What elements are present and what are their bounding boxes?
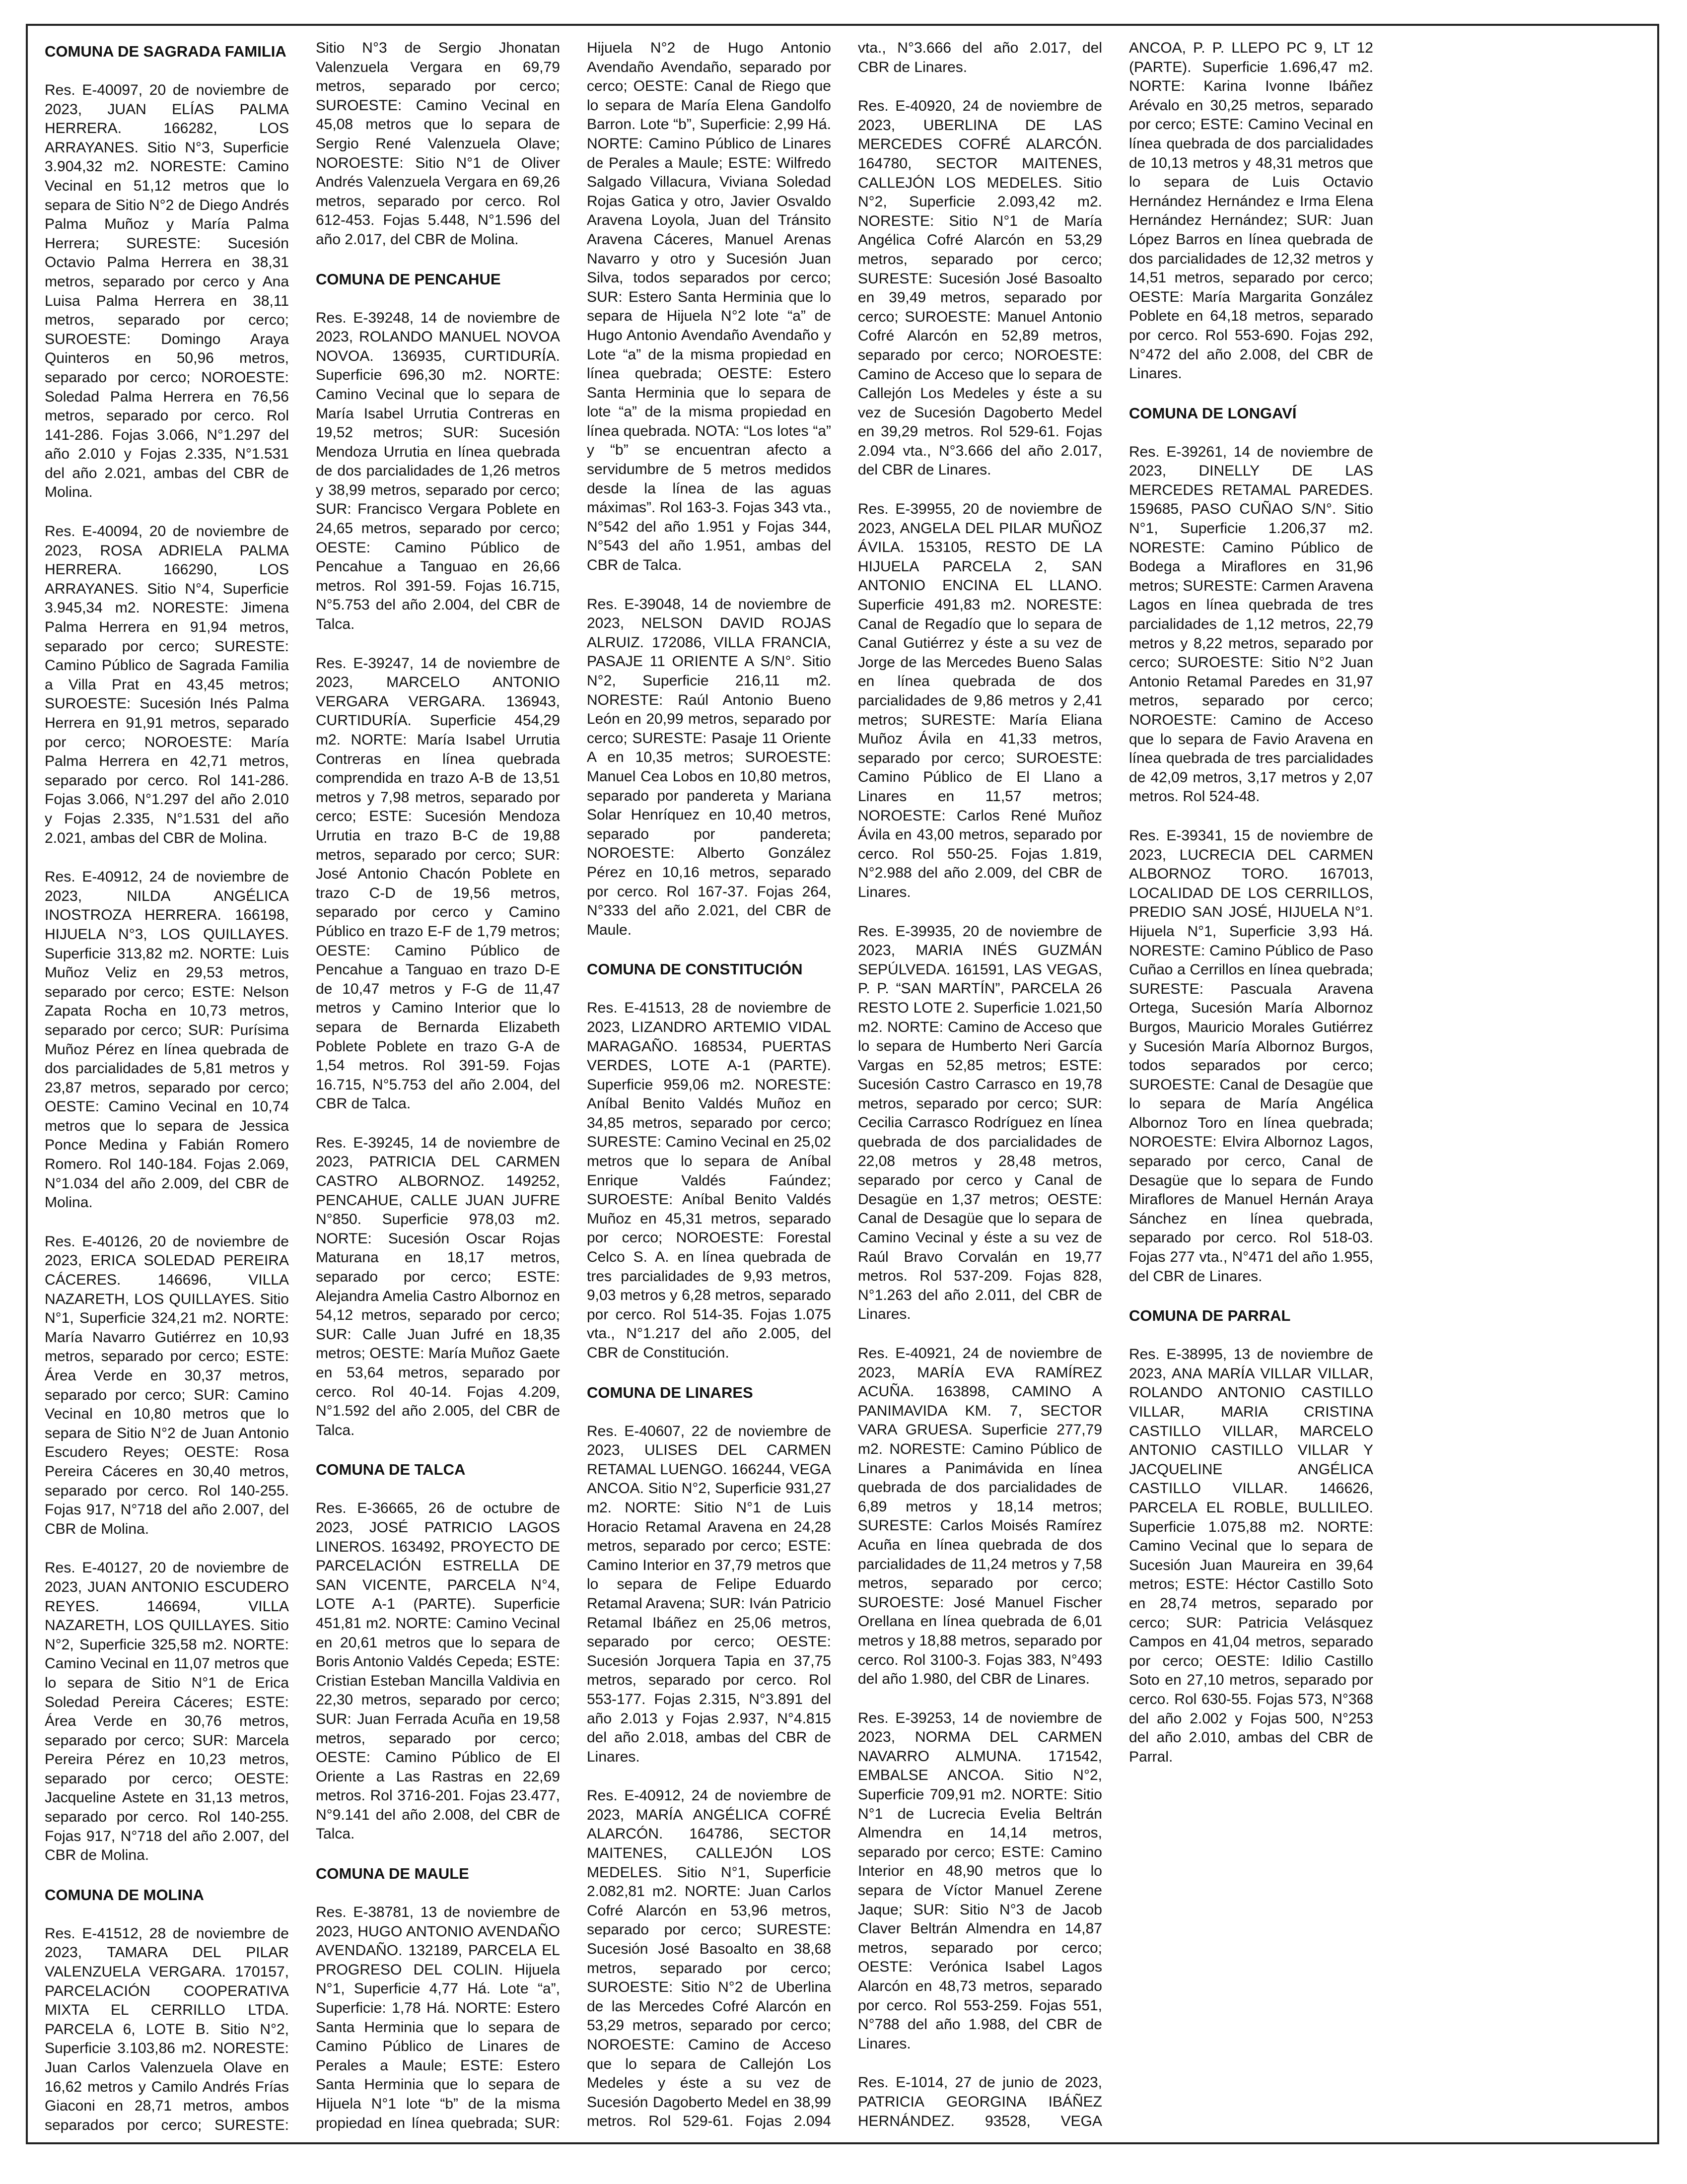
section-heading: COMUNA DE LINARES <box>587 1383 753 1401</box>
resolution-entry: Res. E-38781, 13 de noviembre de 2023, HUGO ANTONIO AVENDAÑO AVENDAÑO. 132189, PARCELA EL PROGRESO DEL COLIN. Hijuela N°1, Superficie 4,77 Há. Lote “a”, Superficie: 1,78 Há. NORTE: Estero Santa Herminia que lo separa de Camino Público de Linares de Perales a Maule; ESTE: Estero Santa Herminia que lo separa de Hijuela N°1 lote “b” de la misma propiedad en línea quebrada; SUR: Hijuela N°2 de Hugo Antonio Avendaño Avendaño, separado por cerco; OESTE: Canal de Riego que lo separa de María Elena Gandolfo Barron. Lote “b”, Superficie: 2,99 Há. NORTE: Camino Público de Linares de Perales a Maule; ESTE: Wilfredo Salgado Villacura, Viviana Soledad Rojas Gatica y otro, Javier Osvaldo Aravena Loyola, Juan del Tránsito Aravena Cáceres, Manuel Arenas Navarro y otro y Sucesión Juan Silva, todos separados por cerco; SUR: Estero Santa Herminia que lo separa de Hijuela N°2 lote “a” de Hugo Antonio Avendaño Avendaño y Lote “a” de la misma propiedad en línea quebrada; OESTE: Estero Santa Herminia que lo separa de lote “a” de la misma propiedad en línea quebrada. NOTA: “Los lotes “a” y “b” se encuentran afecto a servidumbre de 5 metros medidos desde la línea de las aguas máximas”. Rol 163-3. Fojas 343 vta., N°542 del año 1.951 y Fojas 344, N°543 del año 1.951, ambas del CBR de Talca. <box>316 40 831 2131</box>
notice-columns <box>45 39 1644 2135</box>
section-heading: COMUNA DE MOLINA <box>45 1886 204 1904</box>
resolution-entry: Res. E-39248, 14 de noviembre de 2023, ROLANDO MANUEL NOVOA NOVOA. 136935, CURTIDURÍA. Superficie 696,30 m2. NORTE: Camino Vecinal que lo separa de María Isabel Urrutia Contreras en 19,52 metros; SUR: Sucesión Mendoza Urrutia en línea quebrada de dos parcialidades de 1,26 metros y 38,99 metros, separado por cerco; SUR: Francisco Vergara Poblete en 24,65 metros, separado por cerco; OESTE: Camino Público de Pencahue a Tanguao en 26,66 metros. Rol 391-59. Fojas 16.715, N°5.753 del año 2.004, del CBR de Talca. <box>316 309 560 633</box>
resolution-entry: Res. E-39261, 14 de noviembre de 2023, DINELLY DE LAS MERCEDES RETAMAL PAREDES. 159685, PASO CUÑAO S/N°. Sitio N°1, Superficie 1.206,37 m2. NORESTE: Camino Público de Bodega a Miraflores en 31,96 metros; SURESTE: Carmen Aravena Lagos en línea quebrada de tres parcialidades de 1,12 metros, 22,79 metros y 8,22 metros, separado por cerco; SUROESTE: Sitio N°2 Juan Antonio Retamal Paredes en 31,97 metros, separado por cerco; NOROESTE: Camino de Acceso que lo separa de Favio Aravena en línea quebrada de tres parcialidades de 42,09 metros, 3,17 metros y 2,07 metros. Rol 524-48. <box>1129 443 1373 805</box>
section-heading: COMUNA DE PENCAHUE <box>316 270 501 288</box>
resolution-entry: Res. E-40912, 24 de noviembre de 2023, MARÍA ANGÉLICA COFRÉ ALARCÓN. 164786, SECTOR MAITENES, CALLEJÓN LOS MEDELES. Sitio N°1, Superficie 2.082,81 m2. NORTE: Juan Carlos Cofré Alarcón en 53,96 metros, separado por cerco; SURESTE: Sucesión José Basoalto en 38,68 metros, separado por cerco; SUROESTE: Sitio N°2 de Uberlina de las Mercedes Cofré Alarcón en 53,29 metros, separado por cerco; NOROESTE: Camino de Acceso que lo separa de Callejón Los Medeles y éste a su vez de Sucesión Dagoberto Medel en 38,99 metros. Rol 529-61. Fojas 2.094 vta., N°3.666 del año 2.017, del CBR de Linares. <box>587 40 1102 2130</box>
resolution-entry: Res. E-40127, 20 de noviembre de 2023, JUAN ANTONIO ESCUDERO REYES. 146694, VILLA NAZARETH, LOS QUILLAYES. Sitio N°2, Superficie 325,58 m2. NORTE: Camino Vecinal en 11,07 metros que lo separa de Sitio N°1 de Erica Soledad Pereira Cáceres; ESTE: Área Verde en 30,76 metros, separado por cerco; SUR: Marcela Pereira Pérez en 10,23 metros, separado por cerco; OESTE: Jacqueline Astete en 31,13 metros, separado por cerco. Rol 140-255. Fojas 917, N°718 del año 2.007, del CBR de Molina. <box>45 1560 289 1864</box>
resolution-entry: Res. E-40607, 22 de noviembre de 2023, ULISES DEL CARMEN RETAMAL LUENGO. 166244, VEGA ANCOA. Sitio N°2, Superficie 931,27 m2. NORTE: Sitio N°1 de Luis Horacio Retamal Aravena en 24,28 metros, separado por cerco; ESTE: Camino Interior en 37,79 metros que lo separa de Felipe Eduardo Retamal Aravena; SUR: Iván Patricio Retamal Ibáñez en 25,06 metros, separado por cerco; OESTE: Sucesión Jorquera Tapia en 37,75 metros, separado por cerco. Rol 553-177. Fojas 2.315, N°3.891 del año 2.013 y Fojas 2.937, N°4.815 del año 2.018, ambas del CBR de Linares. <box>587 1423 831 1765</box>
resolution-entry: Res. E-40094, 20 de noviembre de 2023, ROSA ADRIELA PALMA HERRERA. 166290, LOS ARRAYANES. Sitio N°4, Superficie 3.945,34 m2. NORESTE: Jimena Palma Herrera en 91,94 metros, separado por cerco; SURESTE: Camino Público de Sagrada Familia a Villa Prat en 43,45 metros; SUROESTE: Sucesión Inés Palma Herrera en 91,91 metros, separado por cerco; NOROESTE: María Palma Herrera en 42,71 metros, separado por cerco. Rol 141-286. Fojas 3.066, N°1.297 del año 2.010 y Fojas 2.335, N°1.531 del año 2.021, ambas del CBR de Molina. <box>45 523 289 846</box>
resolution-entry: Res. E-1014, 27 de junio de 2023, PATRICIA GEORGINA IBÁÑEZ HERNÁNDEZ. 93528, VEGA ANCOA, P. P. LLEPO PC 9, LT 12 (PARTE). Superficie 1.696,47 m2. NORTE: Karina Ivonne Ibáñez Arévalo en 30,25 metros, separado por cerco; ESTE: Camino Vecinal en línea quebrada de dos parcialidades de 10,13 metros y 48,31 metros que lo separa de Luis Octavio Hernández Hernández e Irma Elena Hernández Hernández; SUR: Juan López Barros en línea quebrada de dos parcialidades de 12,32 metros y 14,51 metros, separado por cerco; OESTE: María Margarita González Poblete en 64,18 metros, separado por cerco. Rol 553-690. Fojas 292, N°472 del año 2.008, del CBR de Linares. <box>858 40 1373 2129</box>
section-heading: COMUNA DE LONGAVÍ <box>1129 404 1297 422</box>
resolution-entry: Res. E-38995, 13 de noviembre de 2023, ANA MARÍA VILLAR VILLAR, ROLANDO ANTONIO CASTILLO VILLAR, MARIA CRISTINA CASTILLO VILLAR, MARCELO ANTONIO CASTILLO VILLAR Y JACQUELINE ANGÉLICA CASTILLO VILLAR. 146626, PARCELA EL ROBLE, BULLILEO. Superficie 1.075,88 m2. NORTE: Camino Vecinal que lo separa de Sucesión Juan Maureira en 39,64 metros; ESTE: Héctor Castillo Soto en 28,74 metros, separado por cerco; SUR: Patricia Velásquez Campos en 41,04 metros, separado por cerco; OESTE: Idilio Castillo Soto en 27,10 metros, separado por cerco. Rol 630-55. Fojas 573, N°368 del año 2.002 y Fojas 500, N°253 del año 2.010, ambas del CBR de Parral. <box>1129 1346 1373 1765</box>
resolution-entry: Res. E-40920, 24 de noviembre de 2023, UBERLINA DE LAS MERCEDES COFRÉ ALARCÓN. 164780, SECTOR MAITENES, CALLEJÓN LOS MEDELES. Sitio N°2, Superficie 2.093,42 m2. NORESTE: Sitio N°1 de María Angélica Cofré Alarcón en 53,29 metros, separado por cerco; SURESTE: Sucesión José Basoalto en 39,49 metros, separado por cerco; SUROESTE: Manuel Antonio Cofré Alarcón en 52,89 metros, separado por cerco; NOROESTE: Camino de Acceso que lo separa de Callejón Los Medeles y éste a su vez de Sucesión Dagoberto Medel en 39,29 metros. Rol 529-61. Fojas 2.094 vta., N°3.666 del año 2.017, del CBR de Linares. <box>858 98 1102 478</box>
section-heading: COMUNA DE CONSTITUCIÓN <box>587 960 803 978</box>
resolution-entry: Res. E-39955, 20 de noviembre de 2023, ANGELA DEL PILAR MUÑOZ ÁVILA. 153105, RESTO DE LA HIJUELA PARCELA 2, SAN ANTONIO ENCINA EL LLANO. Superficie 491,83 m2. NORESTE: Canal de Regadío que lo separa de Canal Gutiérrez y éste a su vez de Jorge de las Mercedes Bueno Salas en línea quebrada de dos parcialidades de 9,86 metros y 2,41 metros; SURESTE: María Eliana Muñoz Ávila en 41,33 metros, separado por cerco; SUROESTE: Camino Público de El Llano a Linares en 11,57 metros; NOROESTE: Carlos René Muñoz Ávila en 43,00 metros, separado por cerco. Rol 550-25. Fojas 1.819, N°2.988 del año 2.009, del CBR de Linares. <box>858 501 1102 900</box>
resolution-entry: Res. E-39935, 20 de noviembre de 2023, MARIA INÉS GUZMÁN SEPÚLVEDA. 161591, LAS VEGAS, P. P. “SAN MARTÍN”, PARCELA 26 RESTO LOTE 2. Superficie 1.021,50 m2. NORTE: Camino de Acceso que lo separa de Humberto Neri García Vargas en 52,85 metros; ESTE: Sucesión Castro Carrasco en 19,78 metros, separado por cerco; SUR: Cecilia Carrasco Rodríguez en línea quebrada de dos parcialidades de 22,08 metros y 28,48 metros, separado por cerco y Canal de Desagüe en 1,37 metros; OESTE: Canal de Desagüe que lo separa de Camino Vecinal y éste a su vez de Raúl Bravo Corvalán en 19,77 metros. Rol 537-209. Fojas 828, N°1.263 del año 2.011, del CBR de Linares. <box>858 923 1102 1323</box>
resolution-entry: Res. E-41513, 28 de noviembre de 2023, LIZANDRO ARTEMIO VIDAL MARAGAÑO. 168534, PUERTAS VERDES, LOTE A-1 (PARTE). Superficie 959,06 m2. NORESTE: Aníbal Benito Valdés Muñoz en 34,85 metros, separado por cerco; SURESTE: Camino Vecinal en 25,02 metros que lo separa de Aníbal Enrique Valdés Faúndez; SUROESTE: Aníbal Benito Valdés Muñoz en 45,31 metros, separado por cerco; NOROESTE: Forestal Celco S. A. en línea quebrada de tres parcialidades de 9,93 metros, 9,03 metros y 6,28 metros, separado por cerco. Rol 514-35. Fojas 1.075 vta., N°1.217 del año 2.005, del CBR de Constitución. <box>587 1000 831 1361</box>
resolution-entry: Res. E-40097, 20 de noviembre de 2023, JUAN ELÍAS PALMA HERRERA. 166282, LOS ARRAYANES. Sitio N°3, Superficie 3.904,32 m2. NORESTE: Camino Vecinal en 51,12 metros que lo separa de Sitio N°2 de Diego Andrés Palma Muñoz y María Palma Herrera; SURESTE: Sucesión Octavio Palma Herrera en 38,31 metros, separado por cerco y Ana Luisa Palma Herrera en 38,11 metros, separado por cerco; SUROESTE: Domingo Araya Quinteros en 50,96 metros, separado por cerco; NOROESTE: Soledad Palma Herrera en 76,56 metros, separado por cerco. Rol 141-286. Fojas 3.066, N°1.297 del año 2.010 y Fojas 2.335, N°1.531 del año 2.021, ambas del CBR de Molina. <box>45 82 289 501</box>
resolution-entry: Res. E-39048, 14 de noviembre de 2023, NELSON DAVID ROJAS ALRUIZ. 172086, VILLA FRANCIA, PASAJE 11 ORIENTE A S/N°. Sitio N°2, Superficie 216,11 m2. NORESTE: Raúl Antonio Bueno León en 20,99 metros, separado por cerco; SURESTE: Pasaje 11 Oriente A en 10,35 metros; SUROESTE: Manuel Cea Lobos en 10,80 metros, separado por pandereta y Mariana Solar Henríquez en 10,40 metros, separado por pandereta; NOROESTE: Alberto González Pérez en 10,16 metros, separado por cerco. Rol 167-37. Fojas 264, N°333 del año 2.021, del CBR de Maule. <box>587 596 831 938</box>
resolution-entry: Res. E-39253, 14 de noviembre de 2023, NORMA DEL CARMEN NAVARRO ALMUNA. 171542, EMBALSE ANCOA. Sitio N°2, Superficie 709,91 m2. NORTE: Sitio N°1 de Lucrecia Evelia Beltrán Almendra en 14,14 metros, separado por cerco; ESTE: Camino Interior en 48,90 metros que lo separa de Víctor Manuel Zerene Jaque; SUR: Sitio N°3 de Jacob Claver Beltrán Almendra en 14,87 metros, separado por cerco; OESTE: Verónica Isabel Lagos Alarcón en 48,73 metros, separado por cerco. Rol 553-259. Fojas 551, N°788 del año 1.988, del CBR de Linares. <box>858 1709 1102 2052</box>
section-heading: COMUNA DE MAULE <box>316 1865 469 1883</box>
resolution-entry: Res. E-41512, 28 de noviembre de 2023, TAMARA DEL PILAR VALENZUELA VERGARA. 170157, PARCELACIÓN COOPERATIVA MIXTA EL CERRILLO LTDA. PARCELA 6, LOTE B. Sitio N°2, Superficie 3.103,86 m2. NORESTE: Juan Carlos Valenzuela Olave en 16,62 metros y Camilo Andrés Frías Giaconi en 28,71 metros, ambos separados por cerco; SURESTE: Sitio N°3 de Sergio Jhonatan Valenzuela Vergara en 69,79 metros, separado por cerco; SUROESTE: Camino Vecinal en 45,08 metros que lo separa de Sergio René Valenzuela Olave; NOROESTE: Sitio N°1 de Oliver Andrés Valenzuela Vergara en 69,26 metros, separado por cerco. Rol 612-453. Fojas 5.448, N°1.596 del año 2.017, del CBR de Molina. <box>45 40 560 2133</box>
resolution-entry: Res. E-40126, 20 de noviembre de 2023, ERICA SOLEDAD PEREIRA CÁCERES. 146696, VILLA NAZARETH, LOS QUILLAYES. Sitio N°1, Superficie 324,21 m2. NORTE: María Navarro Gutiérrez en 10,93 metros, separado por cerco; ESTE: Área Verde en 30,37 metros, separado por cerco; SUR: Camino Vecinal en 10,80 metros que lo separa de Sitio N°2 de Juan Antonio Escudero Reyes; OESTE: Rosa Pereira Cáceres en 30,40 metros, separado por cerco. Rol 140-255. Fojas 917, N°718 del año 2.007, del CBR de Molina. <box>45 1233 289 1537</box>
section-heading: COMUNA DE SAGRADA FAMILIA <box>45 43 286 60</box>
resolution-entry: Res. E-39245, 14 de noviembre de 2023, PATRICIA DEL CARMEN CASTRO ALBORNOZ. 149252, PENCAHUE, CALLE JUAN JUFRE N°850. Superficie 978,03 m2. NORTE: Sucesión Oscar Rojas Maturana en 18,17 metros, separado por cerco; ESTE: Alejandra Amelia Castro Albornoz en 54,12 metros, separado por cerco; SUR: Calle Juan Jufré en 18,35 metros; OESTE: María Muñoz Gaete en 53,64 metros, separado por cerco. Rol 40-14. Fojas 4.209, N°1.592 del año 2.005, del CBR de Talca. <box>316 1134 560 1438</box>
resolution-entry: Res. E-39341, 15 de noviembre de 2023, LUCRECIA DEL CARMEN ALBORNOZ TORO. 167013, LOCALIDAD DE LOS CERRILLOS, PREDIO SAN JOSÉ, HIJUELA N°1. Hijuela N°1, Superficie 3,93 Há. NORESTE: Camino Público de Paso Cuñao a Cerrillos en línea quebrada; SURESTE: Pascuala Aravena Ortega, Sucesión María Albornoz Burgos, Mauricio Morales Gutiérrez y Sucesión María Albornoz Burgos, todos separados por cerco; SUROESTE: Canal de Desagüe que lo separa de María Angélica Albornoz Toro en línea quebrada; NOROESTE: Elvira Albornoz Lagos, separado por cerco, Canal de Desagüe que lo separa de Fundo Miraflores de Manuel Hernán Araya Sánchez en línea quebrada, separado por cerco. Rol 518-03. Fojas 277 vta., N°471 del año 1.955, del CBR de Linares. <box>1129 827 1373 1285</box>
resolution-entry: Res. E-39247, 14 de noviembre de 2023, MARCELO ANTONIO VERGARA VERGARA. 136943, CURTIDURÍA. Superficie 454,29 m2. NORTE: María Isabel Urrutia Contreras en línea quebrada comprendida en trazo A-B de 13,51 metros y 7,98 metros, separado por cerco; ESTE: Sucesión Mendoza Urrutia en trazo B-C de 19,88 metros, separado por cerco; SUR: José Antonio Chacón Poblete en trazo C-D de 19,56 metros, separado por cerco y Camino Público en trazo E-F de 1,79 metros; OESTE: Camino Público de Pencahue a Tanguao en trazo D-E de 10,47 metros y F-G de 11,47 metros y Camino Interior que lo separa de Bernarda Elizabeth Poblete Poblete en trazo G-A de 1,54 metros. Rol 391-59. Fojas 16.715, N°5.753 del año 2.004, del CBR de Talca. <box>316 655 560 1112</box>
resolution-entry: Res. E-40921, 24 de noviembre de 2023, MARÍA EVA RAMÍREZ ACUÑA. 163898, CAMINO A PANIMAVIDA KM. 7, SECTOR VARA GRUESA. Superficie 277,79 m2. NORESTE: Camino Público de Linares a Panimávida en línea quebrada de dos parcialidades de 6,89 metros y 18,14 metros; SURESTE: Carlos Moisés Ramírez Acuña en línea quebrada de dos parcialidades de 11,24 metros y 7,58 metros, separado por cerco; SUROESTE: José Manuel Fischer Orellana en línea quebrada de 6,01 metros y 18,88 metros, separado por cerco. Rol 3100-3. Fojas 383, N°493 del año 1.980, del CBR de Linares. <box>858 1345 1102 1688</box>
section-heading: COMUNA DE TALCA <box>316 1461 466 1479</box>
resolution-entry: Res. E-40912, 24 de noviembre de 2023, NILDA ANGÉLICA INOSTROZA HERRERA. 166198, HIJUELA N°3, LOS QUILLAYES. Superficie 313,82 m2. NORTE: Luis Muñoz Veliz en 29,53 metros, separado por cerco; ESTE: Nelson Zapata Rocha en 10,73 metros, separado por cerco; SUR: Purísima Muñoz Pérez en línea quebrada de dos parcialidades de 5,81 metros y 23,87 metros, separado por cerco; OESTE: Camino Vecinal en 10,74 metros que lo separa de Jessica Ponce Medina y Fabián Romero Romero. Rol 140-184. Fojas 2.069, N°1.034 del año 2.009, del CBR de Molina. <box>45 869 289 1211</box>
resolution-entry: Res. E-36665, 26 de octubre de 2023, JOSÉ PATRICIO LAGOS LINEROS. 163492, PROYECTO DE PARCELACIÓN ESTRELLA DE SAN VICENTE, PARCELA N°4, LOTE A-1 (PARTE). Superficie 451,81 m2. NORTE: Camino Vecinal en 20,61 metros que lo separa de Boris Antonio Valdés Cepeda; ESTE: Cristian Esteban Mancilla Valdivia en 22,30 metros, separado por cerco; SUR: Juan Ferrada Acuña en 19,58 metros, separado por cerco; OESTE: Camino Público de El Oriente a Las Rastras en 22,69 metros. Rol 3716-201. Fojas 23.477, N°9.141 del año 2.008, del CBR de Talca. <box>316 1500 560 1843</box>
section-heading: COMUNA DE PARRAL <box>1129 1307 1291 1325</box>
